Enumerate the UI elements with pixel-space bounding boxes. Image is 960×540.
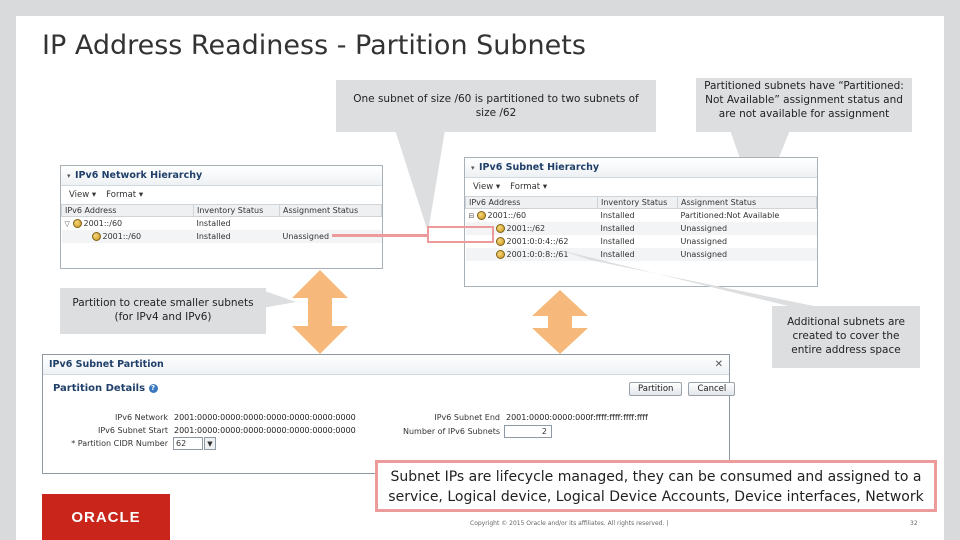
subnet-count-label: Number of IPv6 Subnets xyxy=(402,427,500,436)
dropdown-arrow-icon: ▾ xyxy=(91,190,97,200)
ip-subnet-icon xyxy=(496,237,505,246)
callout-create-smaller xyxy=(60,288,266,334)
table-row[interactable]: 2001::/60 Installed Unassigned xyxy=(62,230,382,243)
network-hierarchy-header xyxy=(61,166,382,186)
help-icon[interactable]: ? xyxy=(149,384,158,393)
ip-network-icon xyxy=(73,219,82,228)
ip-network-icon xyxy=(477,211,486,220)
cancel-button[interactable]: Cancel xyxy=(688,382,735,396)
ip-subnet-icon xyxy=(496,224,505,233)
collapse-icon[interactable]: ▾ xyxy=(67,171,71,180)
column-header[interactable]: IPv6 Address xyxy=(466,197,598,209)
table-row[interactable]: 2001:0:0:4::/62 Installed Unassigned xyxy=(466,235,817,248)
callout-pointer-sizes xyxy=(380,130,460,235)
callout-additional xyxy=(772,306,920,368)
column-header[interactable]: Assignment Status xyxy=(280,205,382,217)
callout-not-available-text: Partitioned subnets have “Partitioned: Not Available” assignment status and are not available for assignment xyxy=(704,80,904,120)
view-menu[interactable]: View ▾ xyxy=(473,182,501,192)
callout-partition-sizes xyxy=(336,80,656,132)
partition-details-section xyxy=(43,375,729,473)
double-arrow-icon xyxy=(290,268,350,356)
table-row[interactable]: ▽ 2001::/60 Installed xyxy=(64,218,231,228)
callout-partition-sizes-text: One subnet of size /60 is partitioned to two subnets of size /62 xyxy=(353,93,639,119)
network-hierarchy-toolbar xyxy=(61,186,382,204)
copyright-text: Copyright © 2015 Oracle and/or its affiliates. All rights reserved. | xyxy=(470,520,669,527)
dropdown-arrow-icon: ▾ xyxy=(138,190,144,200)
subnet-end-label: IPv6 Subnet End xyxy=(434,413,500,422)
callout-not-available xyxy=(696,78,912,132)
tree-expand-icon[interactable]: ▽ xyxy=(64,219,70,228)
oracle-logo xyxy=(42,494,170,540)
callout-create-smaller-text: Partition to create smaller subnets (for IPv4 and IPv6) xyxy=(72,297,254,323)
subnet-start-value: 2001:0000:0000:0000:0000:0000:0000:0000 xyxy=(174,426,356,435)
network-label: IPv6 Network xyxy=(115,413,168,422)
format-menu[interactable]: Format ▾ xyxy=(106,190,144,200)
double-arrow-icon xyxy=(530,288,590,356)
column-header[interactable]: Inventory Status xyxy=(598,197,678,209)
ip-subnet-icon xyxy=(92,232,101,241)
format-menu[interactable]: Format ▾ xyxy=(510,182,548,192)
subnet-partition-titlebar xyxy=(43,355,729,375)
subnet-end-value: 2001:0000:0000:000f:ffff:ffff:ffff:ffff xyxy=(506,413,648,422)
oracle-logo-text: ORACLE xyxy=(71,508,141,526)
tree-collapse-icon[interactable]: ⊟ xyxy=(468,211,475,220)
section-title: Partition Details ? xyxy=(53,383,158,394)
network-hierarchy-title: IPv6 Network Hierarchy xyxy=(75,170,203,181)
dropdown-arrow-icon: ▾ xyxy=(495,182,501,192)
subnet-hierarchy-header xyxy=(465,158,817,178)
subnet-count-input[interactable]: 2 xyxy=(504,425,552,438)
dialog-title: IPv6 Subnet Partition xyxy=(49,359,164,370)
lifecycle-note xyxy=(375,460,937,512)
lifecycle-note-text: Subnet IPs are lifecycle managed, they can be consumed and assigned to a service, Logical device, Logical Device Accounts, Device interfaces, Network xyxy=(388,469,924,505)
column-header[interactable]: IPv6 Address xyxy=(62,205,194,217)
page-number: 32 xyxy=(910,520,918,527)
dropdown-arrow-icon[interactable]: ▼ xyxy=(204,437,216,450)
subnet-hierarchy-toolbar xyxy=(465,178,817,196)
collapse-icon[interactable]: ▾ xyxy=(471,163,475,172)
partition-button[interactable]: Partition xyxy=(629,382,682,396)
subnet-partition-dialog xyxy=(42,354,730,474)
column-header[interactable]: Inventory Status xyxy=(194,205,280,217)
column-header[interactable]: Assignment Status xyxy=(678,197,817,209)
subnet-hierarchy-title: IPv6 Subnet Hierarchy xyxy=(479,162,600,173)
ip-subnet-icon xyxy=(496,250,505,259)
close-icon[interactable]: ✕ xyxy=(714,359,723,370)
network-hierarchy-panel xyxy=(60,165,383,269)
table-row[interactable]: 2001:0:0:8::/61 Installed Unassigned xyxy=(466,248,817,261)
view-menu[interactable]: View ▾ xyxy=(69,190,97,200)
network-value: 2001:0000:0000:0000:0000:0000:0000:0000 xyxy=(174,413,356,422)
dropdown-arrow-icon: ▾ xyxy=(542,182,548,192)
page-title: IP Address Readiness - Partition Subnets xyxy=(42,30,586,61)
connector-line xyxy=(332,234,428,237)
highlight-box xyxy=(427,226,494,243)
table-row[interactable]: 2001::/62 Installed Unassigned xyxy=(466,222,817,235)
callout-additional-text: Additional subnets are created to cover the entire address space xyxy=(787,316,905,356)
table-row[interactable]: ⊟ 2001::/60 Installed Partitioned:Not Available xyxy=(468,210,780,220)
cidr-select[interactable]: 62 xyxy=(173,437,203,450)
cidr-label: * Partition CIDR Number xyxy=(71,439,168,448)
subnet-start-label: IPv6 Subnet Start xyxy=(98,426,168,435)
